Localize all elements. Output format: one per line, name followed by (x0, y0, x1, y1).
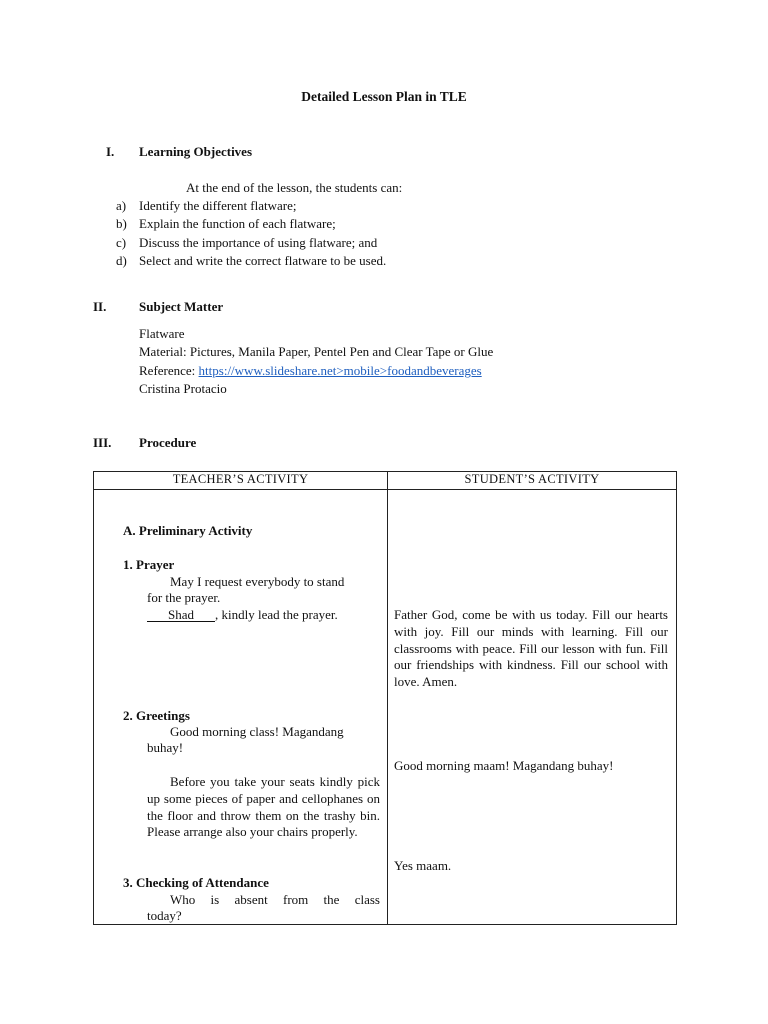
prayer-leader-line (147, 607, 338, 623)
reference-label: Reference: (139, 363, 199, 378)
list-marker: d) (116, 253, 127, 268)
prayer-heading: 1. Prayer (123, 557, 175, 572)
table-row (94, 490, 677, 925)
preliminary-activity-heading: A. Preliminary Activity (123, 523, 253, 538)
section-numeral-procedure: III. (93, 435, 112, 450)
section-numeral-objectives: I. (106, 144, 115, 159)
attendance-question: today? (147, 908, 182, 923)
student-attendance-response: Yes maam. (394, 858, 452, 873)
tidy-up-instruction: Before you take your seats kindly pick up some pieces of paper and cellophanes on the floor and throw them on the trashy bin. Please arrange also your chairs properly. (147, 774, 380, 840)
subject-topic: Flatware (139, 326, 185, 341)
list-item: Select and write the correct flatware to be used. (139, 253, 387, 268)
teacher-activity-header: TEACHER’S ACTIVITY (94, 472, 388, 490)
greetings-heading: 2. Greetings (123, 708, 190, 723)
procedure-table (93, 471, 677, 925)
greeting-line: buhay! (147, 740, 184, 755)
subject-reference (139, 363, 482, 379)
objectives-intro: At the end of the lesson, the students can: (186, 180, 403, 195)
attendance-question: Who is absent from the class (170, 892, 380, 907)
section-heading-objectives: Learning Objectives (139, 144, 253, 159)
list-item: Discuss the importance of using flatware; and (139, 235, 378, 250)
list-marker: b) (116, 216, 127, 231)
page-title: Detailed Lesson Plan in TLE (301, 89, 467, 104)
attendance-heading: 3. Checking of Attendance (123, 875, 269, 890)
list-marker: a) (116, 198, 127, 213)
prayer-leader-text: , kindly lead the prayer. (215, 607, 338, 622)
student-greeting-response: Good morning maam! Magandang buhay! (394, 758, 614, 773)
section-heading-subject: Subject Matter (139, 299, 224, 314)
section-numeral-subject: II. (93, 299, 107, 314)
table-header-row (94, 472, 677, 490)
reference-link[interactable]: https://www.slideshare.net>mobile>foodandbeverages (198, 363, 482, 378)
prayer-request-line: for the prayer. (147, 590, 221, 605)
greeting-line: Good morning class! Magandang (170, 724, 344, 739)
subject-author: Cristina Protacio (139, 381, 227, 396)
list-item: Identify the different flatware; (139, 198, 297, 213)
prayer-leader-name: Shad (147, 608, 215, 622)
student-activity-cell (388, 490, 677, 925)
section-heading-procedure: Procedure (139, 435, 197, 450)
student-activity-header: STUDENT’S ACTIVITY (388, 472, 677, 490)
list-item: Explain the function of each flatware; (139, 216, 336, 231)
subject-material: Material: Pictures, Manila Paper, Pentel Pen and Clear Tape or Glue (139, 344, 494, 359)
prayer-request-line: May I request everybody to stand (170, 574, 345, 589)
teacher-activity-cell (94, 490, 388, 925)
student-prayer-response: Father God, come be with us today. Fill our hearts with joy. Fill our minds with learning. Fill our classrooms with peace. Fill our lesson with fun. Fill our friendships with kindness. Fill our school with love. Amen. (394, 607, 668, 690)
list-marker: c) (116, 235, 127, 250)
